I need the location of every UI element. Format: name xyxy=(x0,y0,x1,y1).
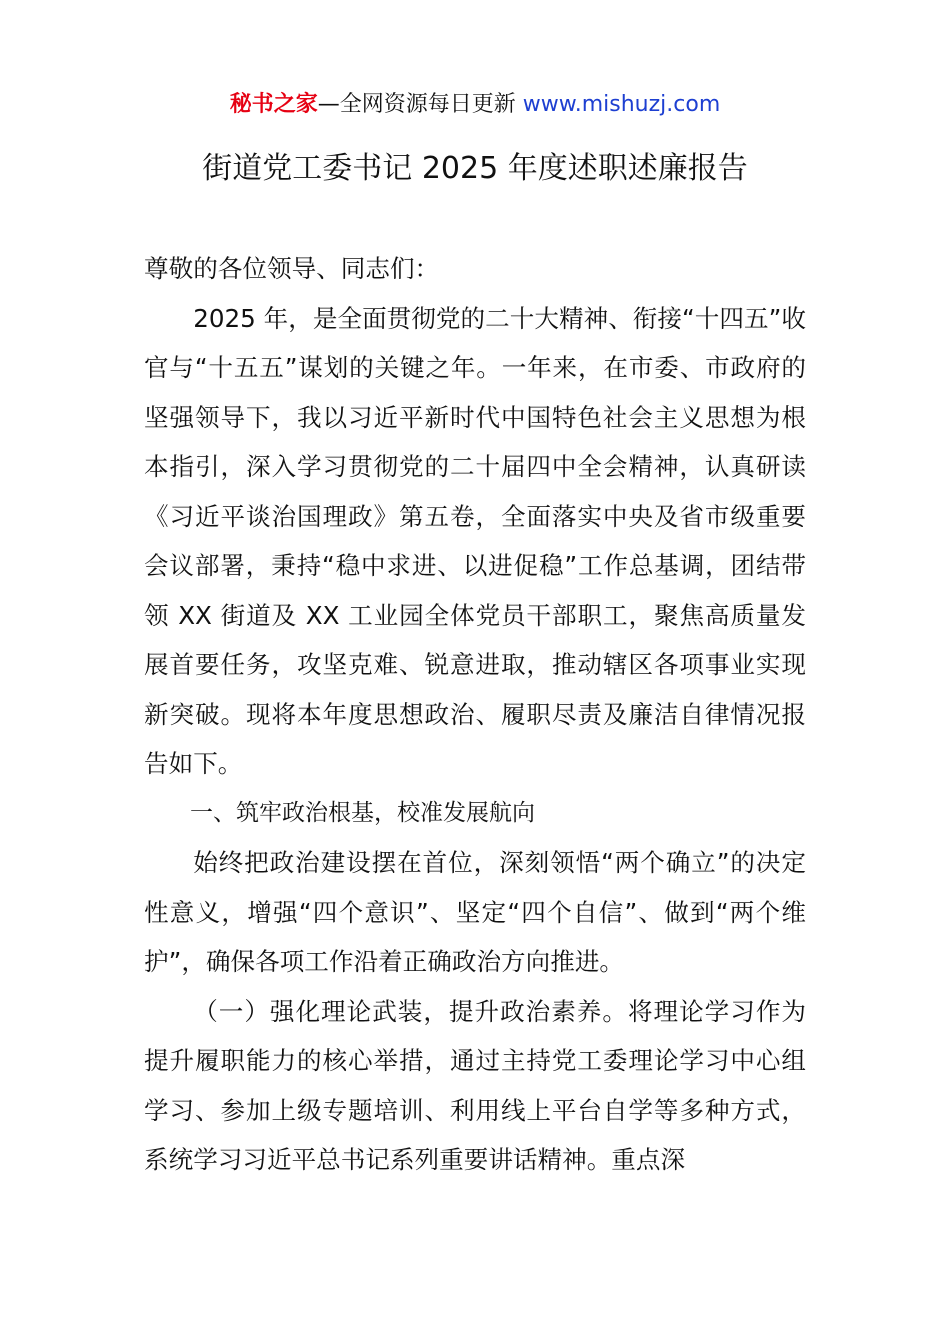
salutation: 尊敬的各位领导、同志们： xyxy=(144,254,440,283)
section-heading-1: 一、筑牢政治根基，校准发展航向 xyxy=(190,799,535,826)
site-header xyxy=(0,88,950,122)
site-brand: 秘书之家 xyxy=(229,92,318,117)
document-body xyxy=(144,244,806,1185)
intro-paragraph: 2025 年，是全面贯彻党的二十大精神、衔接“十四五”收官与“十五五”谋划的关键之年。一年来，在市委、市政府的坚强领导下，我以习近平新时代中国特色社会主义思想为根本指引，深入学习贯彻党的二十届四中全会精神，认真研读《习近平谈治国理政》第五卷，全面落实中央及省市级重要会议部署，秉持“稳中求进、以进促稳”工作总基调，团结带领 XX 街道及 XX 工业园全体党员干部职工，聚焦高质量发展首要任务，攻坚克难、锐意进取，推动辖区各项事业实现新突破。现将本年度思想政治、履职尽责及廉洁自律情况报告如下。 xyxy=(144,303,806,778)
site-tagline: —全网资源每日更新 xyxy=(317,92,523,117)
section-1-intro: 始终把政治建设摆在首位，深刻领悟“两个确立”的决定性意义，增强“四个意识”、坚定“四个自信”、做到“两个维护”，确保各项工作沿着正确政治方向推进。 xyxy=(144,848,806,976)
document-title: 街道党工委书记 2025 年度述职述廉报告 xyxy=(202,151,748,186)
section-1-subsection-1: （一）强化理论武装，提升政治素养。将理论学习作为提升履职能力的核心举措，通过主持党工委理论学习中心组学习、参加上级专题培训、利用线上平台自学等多种方式，系统学习习近平总书记系列重要讲话精神。重点深 xyxy=(144,996,806,1174)
site-url-link[interactable]: www.mishuzj.com xyxy=(522,92,721,117)
